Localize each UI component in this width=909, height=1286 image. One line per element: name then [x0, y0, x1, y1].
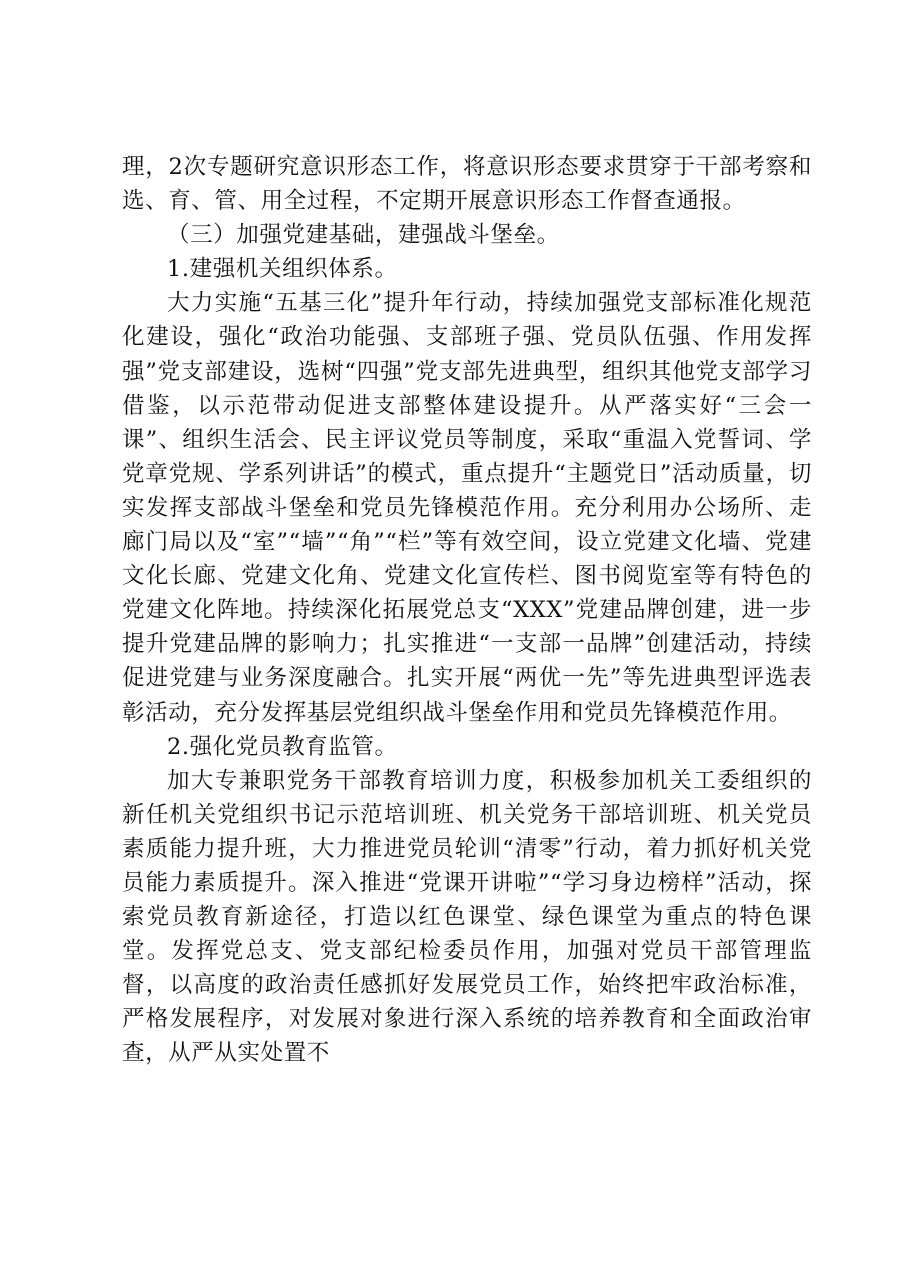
subheading-member-education: 2.强化党员教育监管。: [167, 733, 398, 760]
document-body: [122, 150, 812, 1071]
paragraph-continued: 理，2次专题研究意识形态工作，将意识形态要求贯穿于干部考察和选、育、管、用全过程，不定期开展意识形态工作督查通报。: [122, 154, 812, 215]
section-heading: （三）加强党建基础，建强战斗堡垒。: [167, 222, 560, 249]
paragraph-member-education: 加大专兼职党务干部教育培训力度，积极参加机关工委组织的新任机关党组织书记示范培训班、机关党务干部培训班、机关党员素质能力提升班，大力推进党员轮训“清零”行动，着力抓好机关党员能力素质提升。深入推进“党课开讲啦”“学习身边榜样”活动，探索党员教育新途径，打造以红色课堂、绿色课堂为重点的特色课堂。发挥党总支、党支部纪检委员作用，加强对党员干部管理监督，以高度的政治责任感抓好发展党员工作，始终把牢政治标准，严格发展程序，对发展对象进行深入系统的培养教育和全面政治审查，从严从实处置不: [122, 767, 812, 1067]
subheading-org-system: 1.建强机关组织体系。: [167, 256, 398, 283]
paragraph-org-system: 大力实施“五基三化”提升年行动，持续加强党支部标准化规范化建设，强化“政治功能强、支部班子强、党员队伍强、作用发挥强”党支部建设，选树“四强”党支部先进典型，组织其他党支部学习借鉴，以示范带动促进支部整体建设提升。从严落实好“三会一课”、组织生活会、民主评议党员等制度，采取“重温入党誓词、学党章党规、学系列讲话”的模式，重点提升“主题党日”活动质量，切实发挥支部战斗堡垒和党员先锋模范作用。充分利用办公场所、走廊门局以及“室”“墙”“角”“栏”等有效空间，设立党建文化墙、党建文化长廊、党建文化角、党建文化宣传栏、图书阅览室等有特色的党建文化阵地。持续深化拓展党总支“XXX”党建品牌创建，进一步提升党建品牌的影响力；扎实推进“一支部一品牌”创建活动，持续促进党建与业务深度融合。扎实开展“两优一先”等先进典型评选表彰活动，充分发挥基层党组织战斗堡垒作用和党员先锋模范作用。: [122, 290, 812, 726]
